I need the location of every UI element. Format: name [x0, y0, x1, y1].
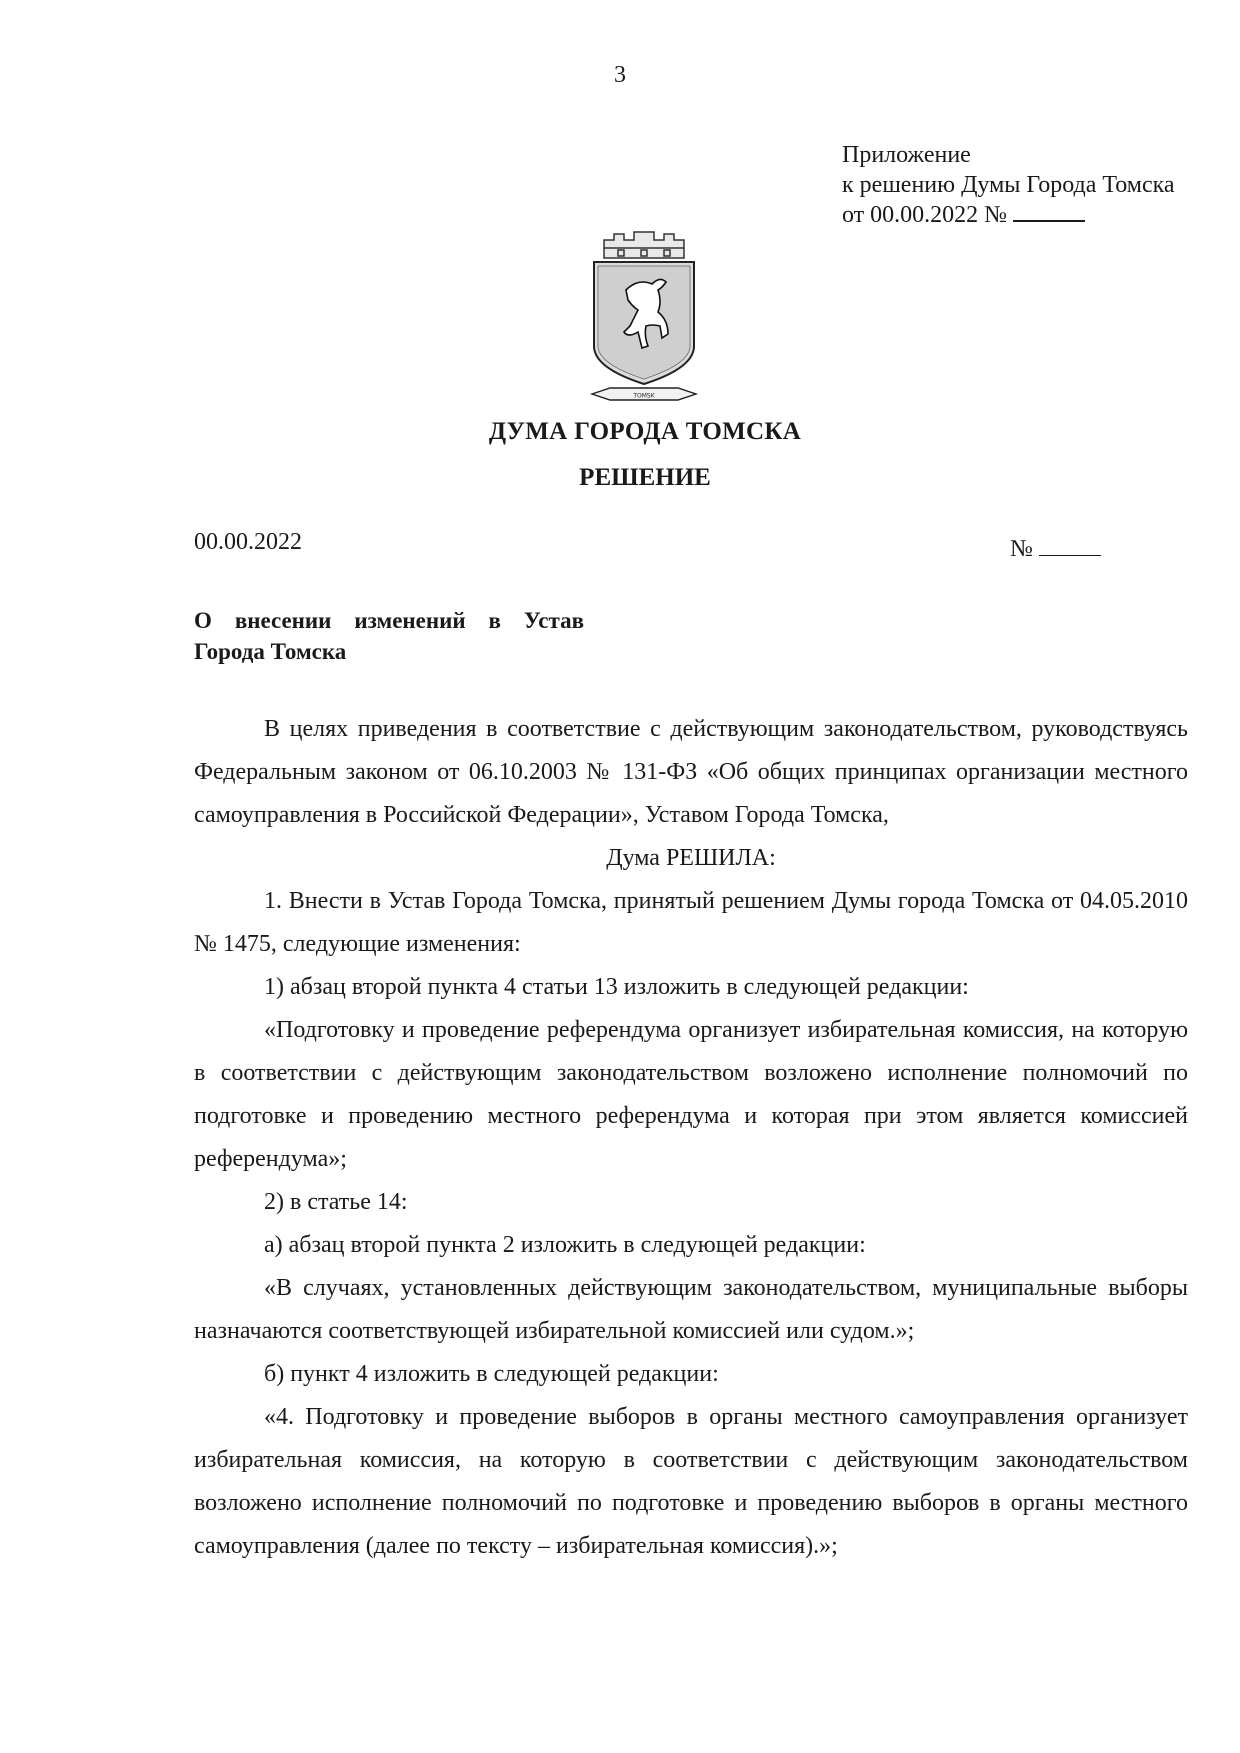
subject-line-2: Города Томска: [194, 639, 347, 664]
crown-icon: [604, 232, 684, 258]
appendix-title: Приложение: [842, 142, 971, 168]
ribbon-icon: [592, 388, 696, 400]
paragraph-6: «В случаях, установленных действующим законодательством, муниципальные выборы назначаются соответствующей избирательной комиссией или судом.»;: [194, 1275, 1188, 1344]
preamble-paragraph: В целях приведения в соответствие с действующим законодательством, руководствуясь Федеральным законом от 06.10.2003 № 131-ФЗ «Об общих принципах организации местного самоуправления в Российской Федерации», Уставом Города Томска,: [194, 716, 1188, 828]
subject-line-1: О внесении изменений в Устав: [194, 608, 584, 633]
decision-date: 00.00.2022: [194, 529, 302, 555]
number-label: №: [1010, 536, 1033, 562]
document-body: [194, 708, 1188, 1568]
paragraph-5: а) абзац второй пункта 2 изложить в следующей редакции:: [264, 1232, 866, 1258]
paragraph-4: 2) в статье 14:: [264, 1189, 408, 1215]
page-number: 3: [614, 62, 626, 88]
appendix-reference: к решению Думы Города Томска: [842, 172, 1175, 198]
appendix-block: [842, 140, 1175, 230]
paragraph-1: 1. Внести в Устав Города Томска, принятый решением Думы города Томска от 04.05.2010 № 1475, следующие изменения:: [194, 888, 1188, 957]
appendix-number-blank: [1013, 200, 1085, 222]
decision-number: [1010, 535, 1101, 563]
number-blank: [1039, 535, 1101, 556]
paragraph-8: «4. Подготовку и проведение выборов в органы местного самоуправления организует избирательная комиссия, на которую в соответствии с действующим законодательством возложено исполнение полномочий по подготовке и проведению выборов в органы местного самоуправления (далее по тексту – избирательная комиссия).»;: [194, 1404, 1188, 1559]
appendix-date-line: [842, 200, 1175, 230]
paragraph-2: 1) абзац второй пункта 4 статьи 13 изложить в следующей редакции:: [264, 974, 969, 1000]
appendix-date: от 00.00.2022 №: [842, 202, 1008, 228]
council-title: ДУМА ГОРОДА ТОМСКА: [488, 418, 802, 445]
svg-text:TOMSK: TOMSK: [633, 392, 655, 400]
resolved-heading: Дума РЕШИЛА:: [606, 845, 776, 871]
document-type: РЕШЕНИЕ: [579, 464, 711, 491]
tomsk-coat-of-arms-icon: [588, 228, 700, 408]
decision-subject: [194, 605, 594, 667]
paragraph-3: «Подготовку и проведение референдума организует избирательная комиссия, на которую в соответствии с действующим законодательством возложено исполнение полномочий по подготовке и проведению местного референдума и которая при этом является комиссией референдума»;: [194, 1017, 1188, 1172]
paragraph-7: б) пункт 4 изложить в следующей редакции:: [264, 1361, 719, 1387]
